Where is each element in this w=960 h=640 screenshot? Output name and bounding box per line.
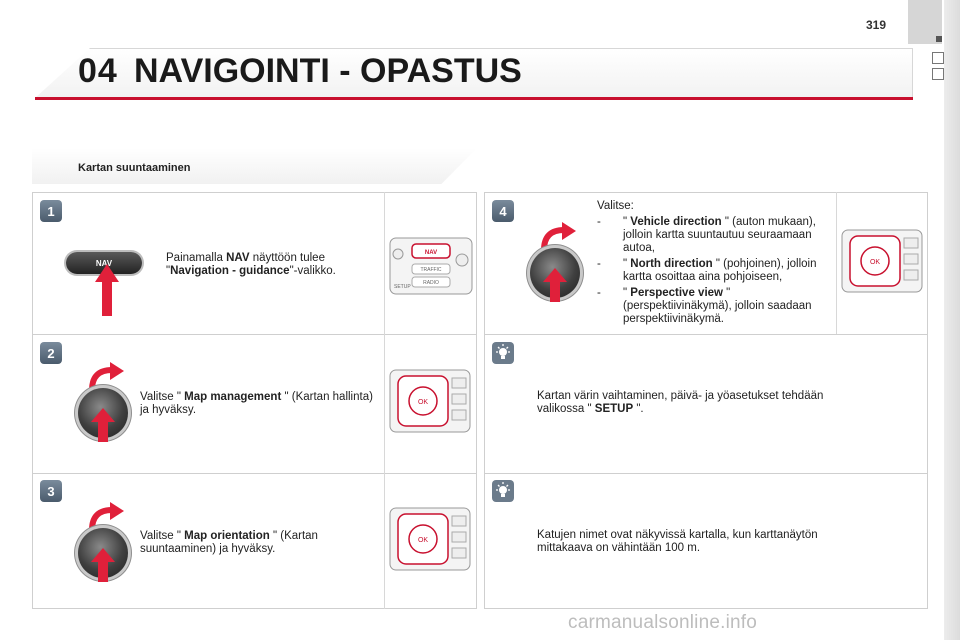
- section-title: Kartan suuntaaminen: [78, 162, 191, 174]
- panel-divider: [32, 334, 477, 335]
- panel-divider: [484, 334, 928, 335]
- panel-divider: [484, 473, 928, 474]
- option-vehicle-direction: - " Vehicle direction " (auton mukaan), jolloin kartta suuntautuu seuraamaan autoa,: [597, 216, 816, 254]
- margin-box: [932, 68, 944, 80]
- illustration-label-traffic: TRAFFIC: [420, 267, 442, 273]
- option-north-direction: - " North direction " (pohjoinen), jolloin kartta osoittaa aina pohjoiseen,: [597, 258, 817, 283]
- step-3-text: Valitse " Map orientation " (Kartan suuntaaminen) ja hyväksy.: [140, 530, 318, 555]
- step-1-text: Painamalla NAV näyttöön tulee "Navigation - guidance"-valikko.: [166, 252, 336, 277]
- press-arrow-icon: [90, 548, 116, 582]
- step-badge-3: 3: [40, 480, 62, 502]
- illustration-label-setup: SETUP: [394, 284, 411, 290]
- margin-box: [932, 52, 944, 64]
- control-panel-knob-illustration: [388, 368, 472, 434]
- illustration-label-nav: NAV: [424, 250, 438, 256]
- chapter-number: 04: [78, 52, 118, 90]
- illustration-label-radio: RADIO: [423, 280, 439, 286]
- step-4-text: [597, 200, 829, 329]
- step-badge-4: 4: [492, 200, 514, 222]
- chapter-title: NAVIGOINTI - OPASTUS: [134, 52, 522, 90]
- nav-button-illustration: NAV: [66, 252, 142, 274]
- press-arrow-icon: [90, 408, 116, 442]
- illustration-label-ok: OK: [417, 537, 429, 544]
- page-corner-marker: [936, 36, 942, 42]
- step-4-intro: Valitse:: [597, 200, 634, 212]
- page-number: 319: [866, 18, 887, 32]
- press-arrow-icon: [92, 264, 122, 316]
- panel-column-divider: [836, 192, 837, 334]
- orientation-options-list: [597, 216, 829, 326]
- step-2-text: Valitse " Map management " (Kartan hallinta) ja hyväksy.: [140, 391, 373, 416]
- control-panel-knob-illustration: [840, 228, 924, 294]
- lightbulb-icon: [492, 342, 514, 364]
- step-badge-1: 1: [40, 200, 62, 222]
- illustration-label-ok: OK: [417, 399, 429, 406]
- illustration-label-ok: OK: [869, 259, 881, 266]
- page-edge-stripe: [944, 0, 960, 640]
- panel-column-divider: [384, 192, 385, 609]
- watermark-text: carmanualsonline.info: [568, 612, 758, 633]
- step-badge-2: 2: [40, 342, 62, 364]
- chapter-header-underline: [35, 97, 913, 100]
- lightbulb-icon: [492, 480, 514, 502]
- press-arrow-icon: [542, 268, 568, 302]
- tip-setup-text: Kartan värin vaihtaminen, päivä- ja yöasetukset tehdään valikossa " SETUP ".: [537, 390, 824, 415]
- tip-street-names-text: Katujen nimet ovat näkyvissä kartalla, kun karttanäytön mittakaava on vähintään 100 m.: [537, 529, 818, 554]
- option-perspective-view: - " Perspective view " (perspektiivinäkymä), jolloin saadaan perspektiivinäkymä.: [597, 287, 812, 325]
- panel-divider: [32, 473, 477, 474]
- control-panel-knob-illustration: [388, 506, 472, 572]
- control-panel-nav-illustration: [388, 232, 474, 300]
